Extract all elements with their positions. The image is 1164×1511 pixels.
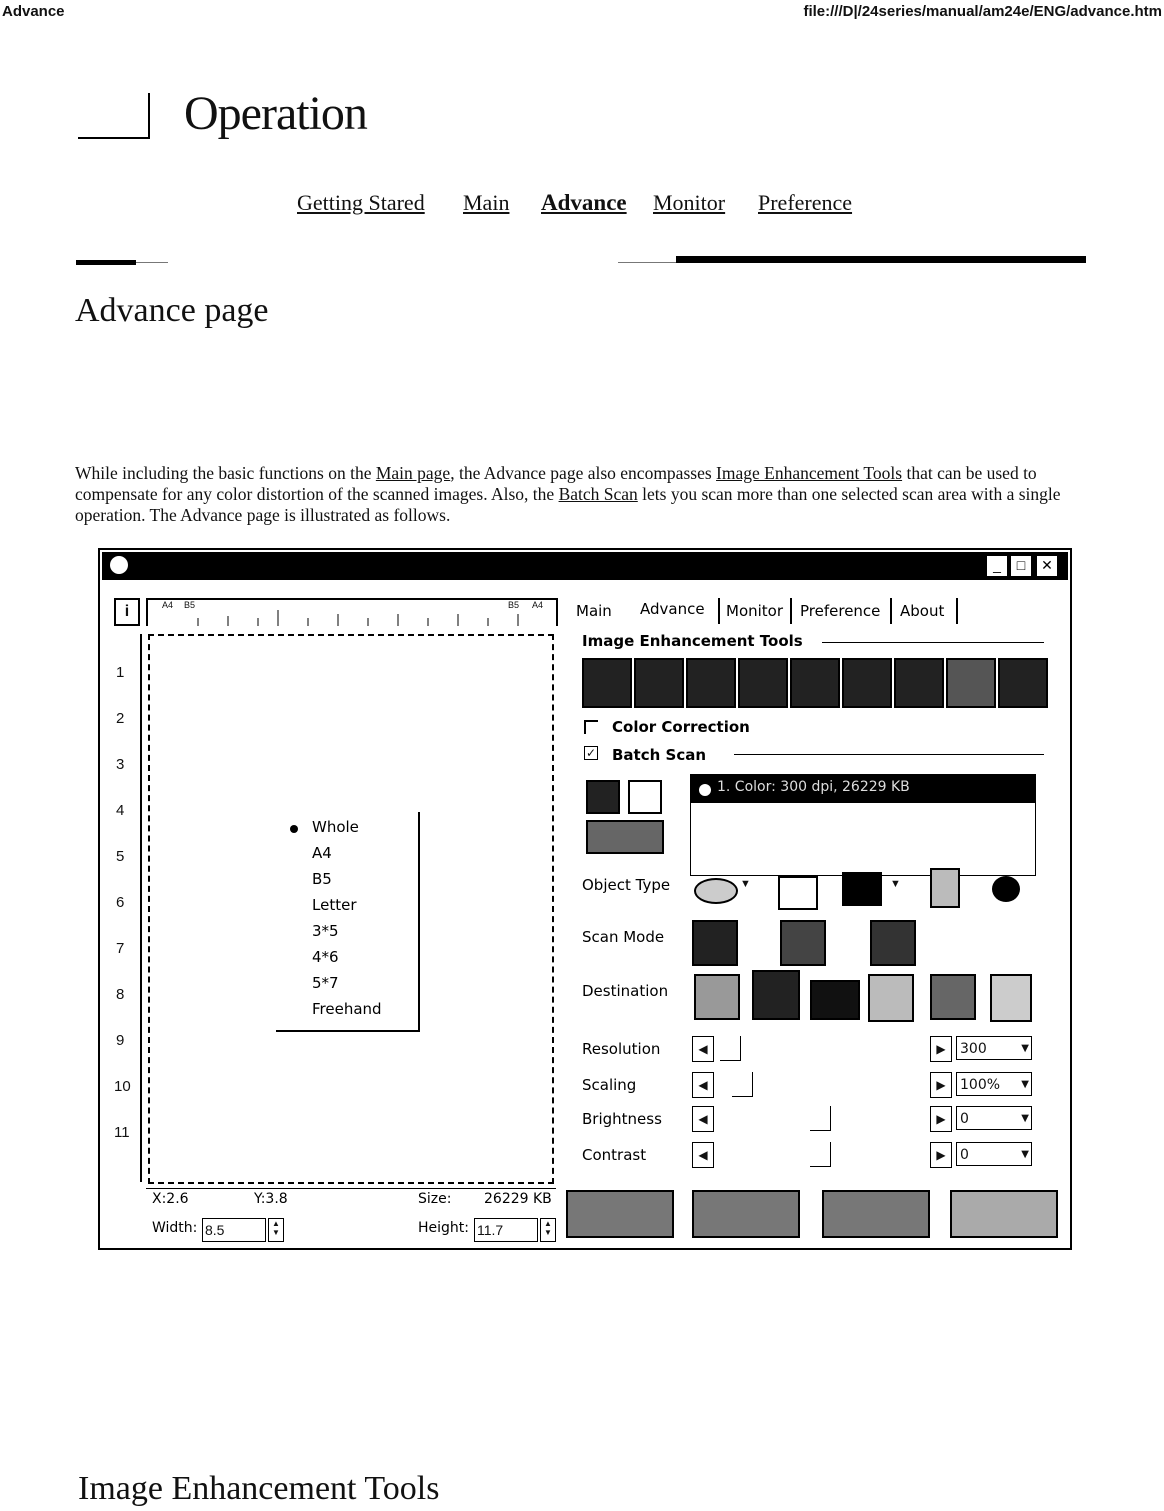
section-title: Advance page <box>75 292 269 329</box>
body-text-4: lets you scan more than one selected scan area with a single operation. The Advance page is illustrated as follows. <box>75 484 1061 525</box>
resolution-increase-button[interactable]: ▶ <box>930 1036 952 1062</box>
batch-scan-rule <box>734 754 1044 755</box>
scaling-increase-button[interactable]: ▶ <box>930 1072 952 1098</box>
scanner-app-screenshot <box>98 548 1072 1250</box>
color-correction-label: Color Correction <box>612 718 750 736</box>
bottom-section-title: Image Enhancement Tools <box>78 1470 440 1507</box>
fax-destination-icon[interactable] <box>810 980 860 1020</box>
batch-list-item[interactable] <box>691 775 1035 803</box>
enhancement-rule <box>822 642 1044 643</box>
exit-button[interactable] <box>950 1190 1058 1238</box>
size-option-a4[interactable]: A4 <box>312 844 332 862</box>
moon-icon[interactable] <box>992 876 1020 902</box>
brightness-decrease-button[interactable]: ◀ <box>692 1106 714 1132</box>
browser-page-title: Advance <box>2 3 65 20</box>
ruler-label-a4-right: A4 <box>532 600 544 610</box>
width-spinner[interactable]: ▲ ▼ <box>268 1218 284 1242</box>
app-icon <box>110 556 128 574</box>
ruler-label-b5-left: B5 <box>184 600 196 610</box>
transfer-tool-icon[interactable] <box>842 658 892 708</box>
tab-preference[interactable]: Preference <box>800 602 881 620</box>
batch-scan-button[interactable] <box>586 820 664 854</box>
height-input[interactable]: 11.7 <box>474 1218 538 1242</box>
nav-monitor[interactable]: Monitor <box>653 190 726 215</box>
window-titlebar <box>102 552 1068 580</box>
ruler-mark-7: 7 <box>116 940 125 957</box>
brightness-increase-button[interactable]: ▶ <box>930 1106 952 1132</box>
help-button[interactable] <box>822 1190 930 1238</box>
divider-left-fade <box>136 262 168 263</box>
ruler-mark-11: 11 <box>114 1124 130 1141</box>
contrast-value: 0 <box>960 1147 969 1163</box>
chevron-down-icon: ▼ <box>1021 1113 1029 1124</box>
brightness-slider-thumb[interactable] <box>810 1106 831 1131</box>
mirror-tool-icon[interactable] <box>998 658 1048 708</box>
filter-tool-icon[interactable] <box>634 658 684 708</box>
chevron-down-icon[interactable]: ▼ <box>890 878 901 890</box>
preview-button[interactable] <box>566 1190 674 1238</box>
ruler-mark-8: 8 <box>116 986 125 1003</box>
resolution-label: Resolution <box>582 1040 661 1058</box>
scaling-slider-thumb[interactable] <box>732 1072 753 1097</box>
left-ruler <box>114 634 142 1182</box>
nav-main[interactable]: Main <box>463 190 510 215</box>
left-ruler-edge <box>140 634 142 1182</box>
resolution-slider-thumb[interactable] <box>720 1036 741 1061</box>
scaling-decrease-button[interactable]: ◀ <box>692 1072 714 1098</box>
curve-tool-icon[interactable] <box>582 658 632 708</box>
brightness-select[interactable] <box>956 1106 1032 1130</box>
divider-right-fade <box>618 262 678 263</box>
chapter-bar <box>148 93 150 139</box>
status-divider <box>146 1188 556 1189</box>
histogram-tool-icon[interactable] <box>686 658 736 708</box>
contrast-decrease-button[interactable]: ◀ <box>692 1142 714 1168</box>
top-ruler <box>146 598 558 626</box>
color-swatch-icon[interactable] <box>842 872 882 906</box>
threshold-tool-icon[interactable] <box>894 658 944 708</box>
color-mode-icon[interactable] <box>692 920 738 966</box>
nav-preference[interactable]: Preference <box>758 190 853 215</box>
chevron-down-icon: ▼ <box>1021 1079 1029 1090</box>
scanner-icon[interactable] <box>694 878 738 904</box>
batch-remove-icon[interactable] <box>628 780 662 814</box>
chapter-rule <box>78 137 150 139</box>
resolution-select[interactable] <box>956 1036 1032 1060</box>
document-object-icon[interactable] <box>930 868 960 908</box>
chevron-down-icon: ▼ <box>1021 1043 1029 1054</box>
tab-about[interactable]: About <box>900 602 945 620</box>
batch-list[interactable] <box>690 774 1036 876</box>
tab-separator <box>790 598 792 624</box>
size-option-freehand[interactable]: Freehand <box>312 1000 382 1018</box>
size-option-3x5[interactable]: 3*5 <box>312 922 339 940</box>
display-destination-icon[interactable] <box>694 974 740 1020</box>
body-text-2: , the Advance page also encompasses <box>450 463 717 483</box>
height-spinner[interactable]: ▲ ▼ <box>540 1218 556 1242</box>
link-main-page[interactable]: Main page <box>375 463 451 483</box>
brightness-value: 0 <box>960 1111 969 1127</box>
ruler-label-b5-right: B5 <box>508 600 520 610</box>
size-label: Size: <box>418 1191 452 1207</box>
ruler-mark-9: 9 <box>116 1032 125 1049</box>
batch-scan-label: Batch Scan <box>612 746 707 764</box>
width-input[interactable]: 8.5 <box>202 1218 266 1242</box>
contrast-select[interactable] <box>956 1142 1032 1166</box>
size-option-whole[interactable]: Whole <box>312 818 359 836</box>
invert-tool-icon[interactable] <box>946 658 996 708</box>
scaling-select[interactable] <box>956 1072 1032 1096</box>
enhancement-tools-title: Image Enhancement Tools <box>582 632 803 650</box>
tab-monitor[interactable]: Monitor <box>726 602 784 620</box>
ruler-mark-1: 1 <box>116 664 125 681</box>
link-batch-scan[interactable]: Batch Scan <box>558 484 638 504</box>
ruler-mark-2: 2 <box>116 710 125 727</box>
scan-button[interactable] <box>692 1190 800 1238</box>
tab-separator <box>956 598 958 624</box>
size-option-4x6[interactable]: 4*6 <box>312 948 339 966</box>
selected-bullet <box>290 825 298 833</box>
info-button[interactable]: i <box>114 598 140 626</box>
ocr-destination-icon[interactable] <box>868 974 914 1022</box>
ruler-mark-4: 4 <box>116 802 125 819</box>
gray-mode-icon[interactable] <box>780 920 826 966</box>
contrast-label: Contrast <box>582 1146 647 1164</box>
y-coordinate: Y:3.8 <box>254 1191 288 1207</box>
maximize-button[interactable]: □ <box>1010 555 1032 577</box>
divider-right <box>676 256 1086 263</box>
tab-main[interactable]: Main <box>576 602 612 620</box>
chevron-down-icon: ▼ <box>1021 1149 1029 1160</box>
object-type-label: Object Type <box>582 876 671 894</box>
height-label: Height: <box>418 1220 469 1236</box>
resolution-value: 300 <box>960 1041 987 1057</box>
size-option-letter[interactable]: Letter <box>312 896 357 914</box>
scan-size-menu <box>276 812 420 1032</box>
close-button[interactable]: ✕ <box>1036 555 1058 577</box>
ruler-mark-3: 3 <box>116 756 125 773</box>
chevron-down-icon[interactable]: ▼ <box>740 878 751 890</box>
brightness-label: Brightness <box>582 1110 662 1128</box>
ruler-label-a4-left: A4 <box>162 600 174 610</box>
size-option-b5[interactable]: B5 <box>312 870 332 888</box>
tab-separator <box>718 598 720 624</box>
email-destination-icon[interactable] <box>930 974 976 1020</box>
ruler-mark-5: 5 <box>116 848 125 865</box>
body-text-3: that can be used to compensate for any color distortion of the scanned images. Also, the <box>75 463 1037 504</box>
x-coordinate: X:2.6 <box>152 1191 189 1207</box>
minimize-button[interactable]: _ <box>986 555 1008 577</box>
color-balance-tool-icon[interactable] <box>738 658 788 708</box>
batch-add-icon[interactable] <box>586 780 620 814</box>
intro-paragraph <box>75 463 1095 526</box>
body-text-1: While including the basic functions on the <box>75 463 376 483</box>
enhancement-toolbar <box>582 658 1048 708</box>
scan-mode-label: Scan Mode <box>582 928 665 946</box>
contrast-increase-button[interactable]: ▶ <box>930 1142 952 1168</box>
destination-label: Destination <box>582 982 669 1000</box>
browser-url: file:///D|/24series/manual/am24e/ENG/advance.htm <box>803 3 1162 20</box>
tab-advance[interactable]: Advance <box>640 600 705 618</box>
file-destination-icon[interactable] <box>990 974 1032 1022</box>
top-ruler-ticks <box>148 600 556 626</box>
width-label: Width: <box>152 1220 198 1236</box>
ruler-mark-6: 6 <box>116 894 125 911</box>
copy-destination-icon[interactable] <box>752 970 800 1020</box>
contrast-slider-thumb[interactable] <box>810 1142 831 1167</box>
scaling-label: Scaling <box>582 1076 637 1094</box>
size-value: 26229 KB <box>484 1191 552 1207</box>
scaling-value: 100% <box>960 1077 1001 1093</box>
tab-separator <box>890 598 892 624</box>
resolution-decrease-button[interactable]: ◀ <box>692 1036 714 1062</box>
batch-item-bullet <box>699 784 711 796</box>
chapter-title: Operation <box>184 87 367 140</box>
nav-getting-started[interactable]: Getting Stared <box>297 190 425 215</box>
size-option-5x7[interactable]: 5*7 <box>312 974 339 992</box>
hue-saturation-tool-icon[interactable] <box>790 658 840 708</box>
nav-advance[interactable]: Advance <box>541 190 627 215</box>
batch-item-label: 1. Color: 300 dpi, 26229 KB <box>717 779 910 795</box>
ruler-mark-10: 10 <box>114 1078 131 1095</box>
color-correction-checkbox[interactable] <box>584 720 598 734</box>
link-image-enhancement-tools[interactable]: Image Enhancement Tools <box>716 463 903 483</box>
batch-scan-checkbox[interactable]: ✓ <box>585 746 597 760</box>
photo-object-icon[interactable] <box>778 876 818 910</box>
divider-left <box>76 260 136 265</box>
line-art-mode-icon[interactable] <box>870 920 916 966</box>
